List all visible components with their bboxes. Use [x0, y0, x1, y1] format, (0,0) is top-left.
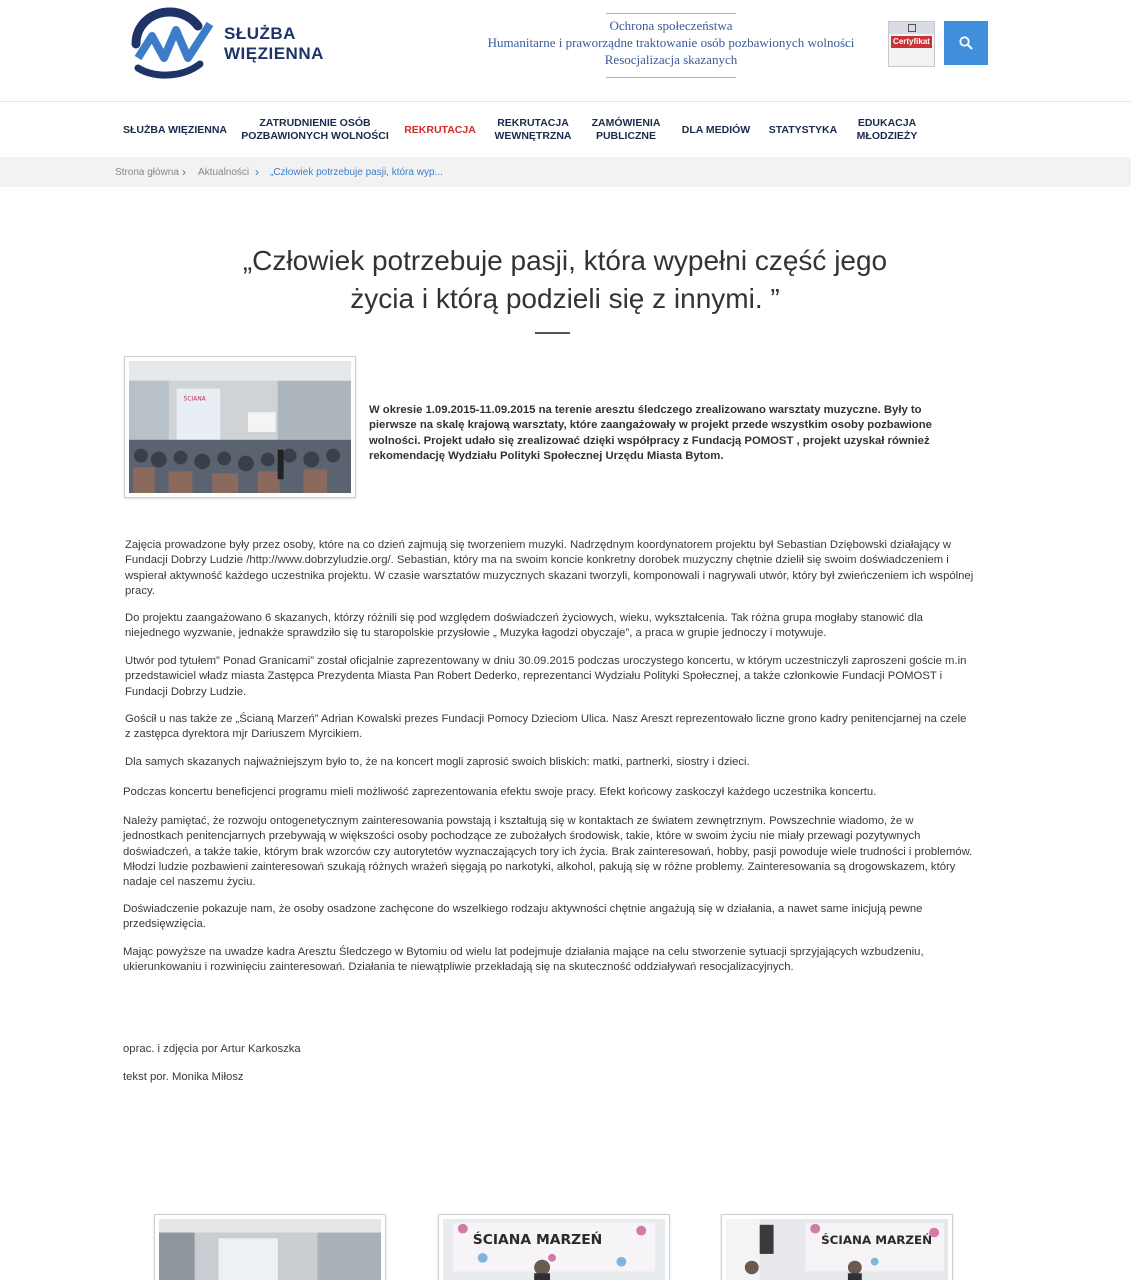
article-paragraph-3: Utwór pod tytułem” Ponad Granicami” został oficjalnie zaprezentowany w dniu 30.09.2015 podczas uroczystego koncertu, w którym uczestniczyli zaproszeni goście m.in przedstawiciel władz miasta Zastępca Prezydenta Miasta Pan Robert Dederko, reprezentanci Wydziału Polityki Społecznej, a także członkowie Fundacji POMOST i Fundacji Dobrzy Ludzie.: [125, 655, 967, 698]
gallery-thumb-3[interactable]: [721, 1214, 953, 1280]
search-button[interactable]: [944, 21, 988, 65]
breadcrumb-section-link[interactable]: Aktualności: [198, 167, 250, 178]
credit-text: tekst por. Monika Miłosz: [123, 1071, 244, 1083]
article-paragraph-6: Podczas koncertu beneficjenci programu mieli możliwość zaprezentowania efektu swoje pracy. Efekt końcowy zaskoczył każdego uczestnika koncertu.: [123, 786, 877, 798]
tagline-rule-bottom: [606, 77, 736, 78]
dobrzyludzie-link[interactable]: /http://www.dobrzyludzie.org/: [246, 554, 391, 567]
paragraph-text: . Sebastian, który ma na swoim koncie konkretny dorobek muzyczny chętnie dzielił się swoim doświadczeniem i wspierał aktywność każdego uczestnika projektu. W czasie warsztatów muzycznych skazani tworzyli, komponowali i nagrywali utwór, który był zwieńczeniem ich wspólnej pracy.: [125, 554, 974, 597]
site-header: [0, 0, 1131, 102]
nav-label-line1: REKRUTACJA: [497, 117, 569, 129]
certificate-badge[interactable]: [888, 21, 935, 67]
article-lead: W okresie 1.09.2015-11.09.2015 na terenie aresztu śledczego zrealizowano warsztaty muzyczne. Były to pierwsze na skalę krajową warsztaty, które zaangażowały w projekt przede wszystkim osoby pozbawione wolności. Projekt udało się zrealizować dzięki współpracy z Fundacją POMOST , projekt uzyskał również rekomendację Wydziału Polityki Społecznej Urzędu Miasta Bytom.: [369, 404, 932, 462]
banner-text: ŚCIANA MARZEŃ: [472, 1232, 603, 1249]
nav-label-line1: ZAMÓWIENIA: [591, 117, 661, 129]
nav-item-sluzba-wiezienna[interactable]: [118, 103, 232, 157]
article-paragraph-1: [125, 538, 975, 599]
article-paragraph-4: Gościł u nas także ze „Ścianą Marzeń” Adrian Kowalski prezes Fundacji Pomocy Dzieciom Ulica. Nasz Areszt reprezentowało liczne grono kadry penitencjarnej na czele z zastępca dyrektora mjr Dariuszem Myrcikiem.: [125, 713, 967, 741]
concert-photo: [129, 361, 351, 493]
article-title-line1: „Człowiek potrzebuje pasji, która wypełni część jego: [242, 245, 888, 276]
breadcrumb-current: „Człowiek potrzebuje pasji, która wyp...: [270, 167, 443, 178]
article-paragraph-7: Należy pamiętać, że rozwoju ontogenetycznym zainteresowania powstają i kształtują się w kontaktach ze światem zewnętrznym. Powszechnie wiadomo, że w jednostkach penitencjarnych przebywają w większości osoby pochodzące ze zubożałych środowisk, takie, które w swoim życiu nie miały przewagi pozytywnych doświadczeń, a także takie, którym brak wzorców czy autorytetów wyznaczających tory ich życia. Brak zainteresowań, hobby, pasji powoduje wiele trudności i problemów. Młodzi ludzie pozbawieni zainteresowań szukają różnych wrażeń sięgają po narkotyki, alkohol, pakują się w różne problemy. Zainteresowania są drogowskazem, który nadaje cel naszemu życiu.: [123, 815, 973, 889]
nav-item-zatrudnienie[interactable]: [240, 103, 390, 157]
credit-photos: oprac. i zdjęcia por Artur Karkoszka: [123, 1043, 301, 1055]
logo-line1: SŁUŻBA: [224, 24, 296, 43]
gallery-thumb-2[interactable]: [438, 1214, 670, 1280]
tagline-rule-top: [606, 13, 736, 14]
svg-text:ŚCIANA: ŚCIANA: [183, 396, 206, 403]
nav-item-rekrutacja-wewnetrzna[interactable]: [490, 103, 576, 157]
logo-line2: WIĘZIENNA: [224, 44, 324, 63]
nav-label-line2: POZBAWIONYCH WOLNOŚCI: [241, 130, 389, 142]
article-title: [130, 242, 1000, 318]
breadcrumb: [0, 157, 1131, 187]
nav-label-line2: MŁODZIEŻY: [856, 130, 918, 142]
nav-label: SŁUŻBA WIĘZIENNA: [122, 123, 228, 136]
gallery-photo-2: [443, 1219, 665, 1280]
nav-label-line2: PUBLICZNE: [595, 130, 657, 142]
breadcrumb-home-link[interactable]: Strona główna: [115, 167, 179, 178]
nav-label: DLA MEDIÓW: [681, 123, 751, 136]
article-paragraph-9: Mając powyższe na uwadze kadra Aresztu Śledczego w Bytomiu od wielu lat podejmuje działania mające na celu stworzenie sytuacji sprzyjających wzbudzeniu, ukierunkowaniu i rozwinięciu zainteresowań. Działania te niewątpliwie przekładają się na skuteczność oddziaływań resocjalizacyjnych.: [123, 946, 924, 974]
main-nav: [0, 103, 1131, 157]
article-paragraph-2: Do projektu zaangażowano 6 skazanych, którzy różnili się pod względem doświadczeń życiowych, wieku, wykształcenia. Tak różna grupa mogłaby stanowić dla niejednego wyzwanie, jednakże sprawdziło się tu staropolskie przysłowie „ Muzyka łagodzi obyczaje”, a praca w grupie jednoczy i motywuje.: [125, 612, 923, 640]
nav-item-zamowienia-publiczne[interactable]: [584, 103, 668, 157]
certificate-label: Certyfikat: [891, 36, 932, 48]
logo-mark-icon: [130, 6, 218, 82]
paragraph-text: Zajęcia prowadzone były przez osoby, które na co dzień zajmują się tworzeniem muzyki. Nadrzędnym koordynatorem projektu był Sebastian Dziębowski działający w Fundacji Dobrzy Ludzie: [125, 539, 952, 567]
certificate-emblem-icon: [889, 22, 934, 34]
gallery-thumb-1[interactable]: [154, 1214, 386, 1280]
tagline-line-3: Resocjalizacja skazanych: [604, 52, 738, 67]
nav-label-line2: WEWNĘTRZNA: [494, 130, 572, 142]
tagline-line-1: Ochrona społeczeństwa: [609, 18, 733, 33]
gallery-photo-1: [159, 1219, 381, 1280]
article-paragraph-5: Dla samych skazanych najważniejszym było to, że na koncert mogli zaprosić swoich bliskich: matki, partnerki, siostry i dzieci.: [125, 756, 750, 768]
chevron-right-icon: ›: [255, 165, 259, 179]
title-divider: [535, 332, 570, 334]
article-paragraph-8: Doświadczenie pokazuje nam, że osoby osadzone zachęcone do wszelkiego rodzaju aktywności chętnie angażują się w działania, a nawet same inicjują pewne przedsięwzięcia.: [123, 903, 923, 931]
site-logo[interactable]: [130, 6, 340, 82]
gallery-photo-3: [726, 1219, 948, 1280]
search-icon: [959, 36, 973, 50]
logo-text: [224, 24, 324, 64]
nav-item-dla-mediow[interactable]: [676, 103, 756, 157]
nav-item-statystyka[interactable]: [764, 103, 842, 157]
article-title-line2: życia i którą podzieli się z innymi. ”: [350, 283, 780, 314]
nav-label-line1: EDUKACJA: [857, 117, 917, 129]
banner-text: ŚCIANA MARZEŃ: [821, 1233, 933, 1248]
nav-item-edukacja-mlodziezy[interactable]: [850, 103, 924, 157]
article-lead-image[interactable]: [124, 356, 356, 498]
header-tagline: [470, 17, 872, 68]
nav-item-rekrutacja[interactable]: [398, 103, 482, 157]
nav-label: STATYSTYKA: [768, 123, 838, 136]
chevron-right-icon: ›: [182, 165, 186, 179]
tagline-line-2: Humanitarne i praworządne traktowanie osób pozbawionych wolności: [487, 35, 855, 50]
nav-label-line1: ZATRUDNIENIE OSÓB: [259, 117, 371, 129]
nav-label: REKRUTACJA: [404, 123, 476, 136]
